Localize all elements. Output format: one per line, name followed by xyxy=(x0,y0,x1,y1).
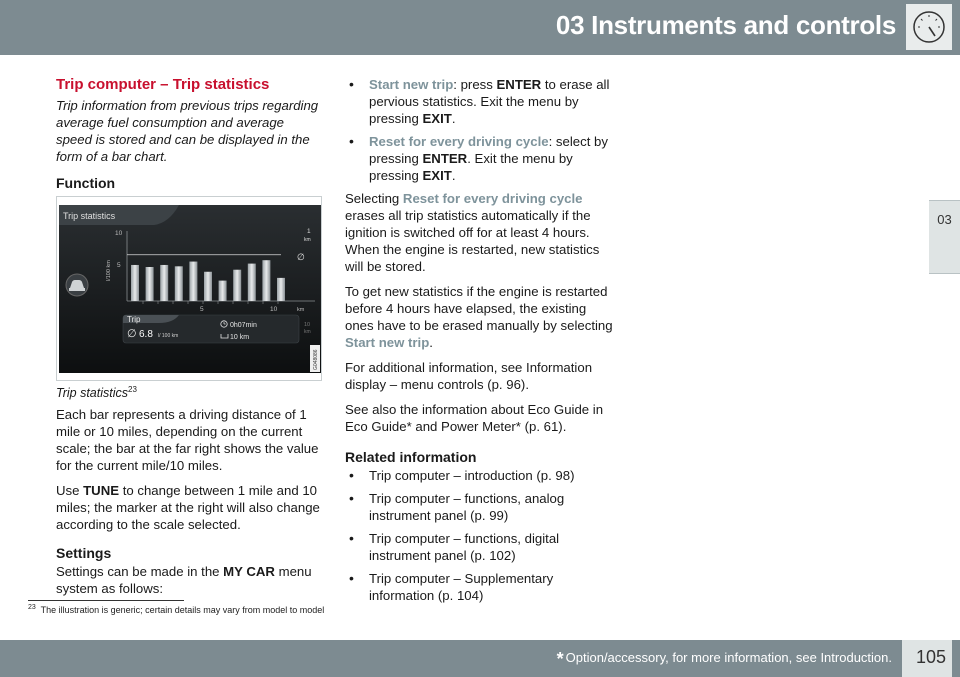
y-axis-unit: l/100 km xyxy=(106,260,112,281)
right-column xyxy=(345,76,613,610)
paragraph-manual-erase: To get new statistics if the engine is restarted before 4 hours have elapsed, the existing ones have to be erased manually by selecting Start new trip. xyxy=(345,284,613,350)
time-value: 0h07min xyxy=(230,322,257,329)
car-icon xyxy=(66,274,88,296)
trip-statistics-display xyxy=(59,205,321,373)
chart-bar xyxy=(204,272,212,301)
chart-bar xyxy=(175,266,183,301)
chapter-icon-box xyxy=(906,4,952,50)
marker-side-value: 10 xyxy=(304,322,311,328)
footnote-rule xyxy=(28,600,184,601)
marker-top-unit: km xyxy=(304,237,311,243)
trip-label: Trip xyxy=(127,315,141,324)
chapter-title: 03 Instruments and controls xyxy=(555,10,896,40)
page-header xyxy=(0,0,960,55)
footnote: $^{23}$ The illustration is generic; certain details may vary from model to model xyxy=(28,604,325,615)
chart-bar xyxy=(146,267,154,301)
x-axis-unit: km xyxy=(297,307,305,313)
trip-avg-icon: ∅ xyxy=(127,327,137,340)
paragraph-eco-guide: See also the information about Eco Guide in Eco Guide* and Power Meter* (p. 61). xyxy=(345,402,604,434)
x-tick-5: 5 xyxy=(200,306,204,313)
distance-value: 10 km xyxy=(230,334,250,341)
related-link[interactable]: • Trip computer – functions, analog instrument panel (p. 99) xyxy=(345,490,613,524)
chart-bar xyxy=(219,281,227,301)
chapter-side-tab xyxy=(929,200,960,274)
section-title: Trip computer – Trip statistics xyxy=(56,76,270,93)
y-tick-5: 5 xyxy=(117,262,121,269)
chapter-side-tab-label: 03 xyxy=(937,212,952,227)
option-start-new-trip: • Start new trip: press ENTER to erase all pervious statistics. Exit the menu by pressing EXIT. xyxy=(345,76,613,127)
trip-statistics-figure xyxy=(56,196,322,381)
settings-heading: Settings xyxy=(56,545,112,562)
chart-bar xyxy=(189,262,197,301)
settings-options-list xyxy=(345,76,613,184)
related-link[interactable]: • Trip computer – Supplementary information (p. 104) xyxy=(345,570,613,604)
chart-bar xyxy=(277,278,285,301)
related-link[interactable]: • Trip computer – introduction (p. 98) xyxy=(345,467,613,484)
paragraph-tune: Use TUNE to change between 1 mile and 10 miles; the marker at the right will also change according to the scale selected. xyxy=(56,483,320,533)
paragraph-additional-info: For additional information, see Information display – menu controls (p. 96). xyxy=(345,360,593,392)
paragraph-settings: Settings can be made in the MY CAR menu system as follows: xyxy=(56,564,312,597)
x-tick-10: 10 xyxy=(270,306,278,313)
caption-footnote-ref: 23 xyxy=(128,385,137,394)
function-heading: Function xyxy=(56,175,116,191)
marker-top-value: 1 xyxy=(307,228,311,235)
chart-bar xyxy=(160,265,168,301)
paragraph-reset-cycle: Selecting Reset for every driving cycle erases all trip statistics automatically if the ignition is switched off for at least 4 hours. When the engine is restarted, new statistics will be stored. xyxy=(345,191,600,274)
option-reset-every-cycle: • Reset for every driving cycle: select by pressing ENTER. Exit the menu by pressing EXIT. xyxy=(345,133,613,184)
image-code: G048086 xyxy=(313,349,319,370)
chart-bar xyxy=(248,264,256,301)
trip-value: 6.8 xyxy=(139,329,153,340)
gauge-icon xyxy=(911,9,947,45)
chart-bar xyxy=(262,260,270,301)
chart-bar xyxy=(131,265,139,301)
page-number-box xyxy=(902,640,952,677)
related-list xyxy=(345,467,613,604)
footer-note: * Option/accessory, for more information, see Introduction. xyxy=(556,649,892,669)
page-number: 105 xyxy=(915,647,946,667)
instrument-display xyxy=(59,205,321,373)
marker-avg-symbol: ∅ xyxy=(297,253,305,263)
display-title: Trip statistics xyxy=(63,211,116,221)
paragraph-bar-meaning: Each bar represents a driving distance of 1 mile or 10 miles, depending on the current scale; the bar at the far right shows the value for the current mile/10 miles. xyxy=(56,407,319,474)
section-intro: Trip information from previous trips regarding average fuel consumption and average speed is stored and can be displayed in the form of a bar chart. xyxy=(56,98,319,164)
trip-unit: l/ 100 km xyxy=(158,333,179,339)
figure-caption: Trip statistics$^{23}$ xyxy=(56,385,137,401)
page-footer xyxy=(0,640,960,677)
left-column xyxy=(56,76,322,605)
chart-bar xyxy=(233,270,241,301)
related-link[interactable]: • Trip computer – functions, digital instrument panel (p. 102) xyxy=(345,530,613,564)
marker-side-unit: km xyxy=(304,329,311,335)
related-heading: Related information xyxy=(345,449,477,465)
y-tick-10: 10 xyxy=(115,230,123,237)
